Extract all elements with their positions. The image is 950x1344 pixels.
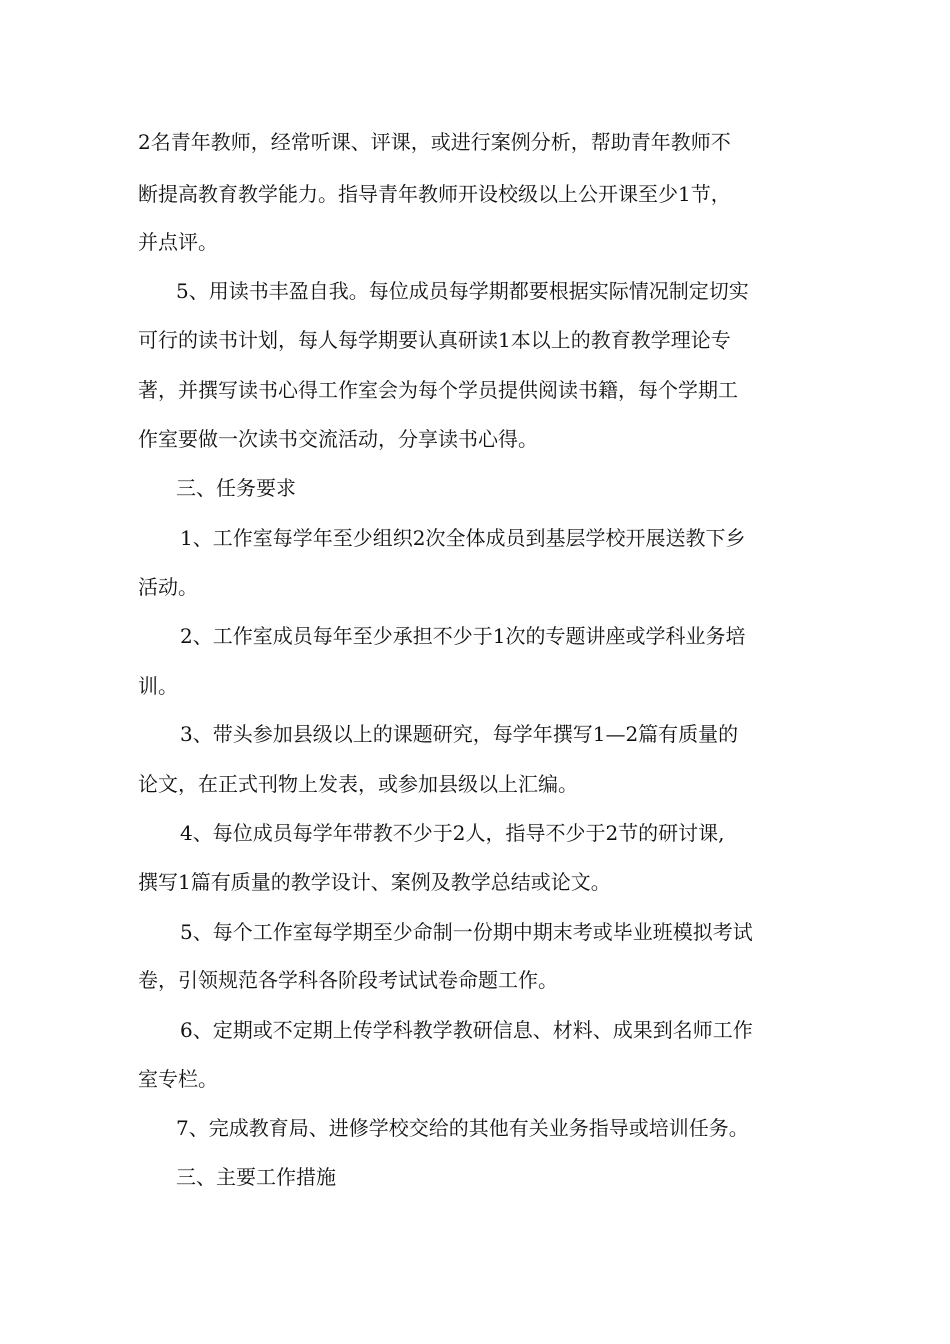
text-line: 2名青年教师，经常听课、评课，或进行案例分析，帮助青年教师不 (138, 130, 731, 154)
text-line: 训。 (138, 674, 178, 698)
text-line: 作室要做一次读书交流活动，分享读书心得。 (138, 427, 538, 451)
text-line: 7、完成教育局、进修学校交给的其他有关业务指导或培训任务。 (176, 1116, 749, 1140)
text-line: 论文，在正式刊物上发表，或参加县级以上汇编。 (138, 772, 578, 796)
text-line: 2、工作室成员每年至少承担不少于1次的专题讲座或学科业务培 (180, 624, 746, 648)
text-line: 6、定期或不定期上传学科教学教研信息、材料、成果到名师工作 (180, 1018, 753, 1042)
text-line: 5、用读书丰盈自我。每位成员每学期都要根据实际情况制定切实 (176, 279, 749, 303)
text-line: 1、工作室每学年至少组织2次全体成员到基层学校开展送教下乡 (180, 526, 746, 550)
section-heading: 三、任务要求 (176, 476, 296, 500)
text-line: 3、带头参加县级以上的课题研究，每学年撰写1—2篇有质量的 (180, 722, 739, 746)
text-line: 卷，引领规范各学科各阶段考试试卷命题工作。 (138, 968, 558, 992)
text-line: 5、每个工作室每学期至少命制一份期中期末考或毕业班模拟考试 (180, 920, 753, 944)
text-line: 撰写1篇有质量的教学设计、案例及教学总结或论文。 (138, 870, 611, 894)
section-heading: 三、主要工作措施 (176, 1165, 336, 1189)
text-line: 著，并撰写读书心得工作室会为每个学员提供阅读书籍，每个学期工 (138, 378, 738, 402)
text-line: 断提高教育教学能力。指导青年教师开设校级以上公开课至少1节， (138, 182, 731, 206)
text-line: 室专栏。 (138, 1067, 218, 1091)
text-line: 可行的读书计划，每人每学期要认真研读1本以上的教育教学理论专 (138, 328, 731, 352)
text-line: 4、每位成员每学年带教不少于2人，指导不少于2节的研讨课, (180, 821, 725, 845)
text-line: 活动。 (138, 575, 198, 599)
text-line: 并点评。 (138, 230, 218, 254)
